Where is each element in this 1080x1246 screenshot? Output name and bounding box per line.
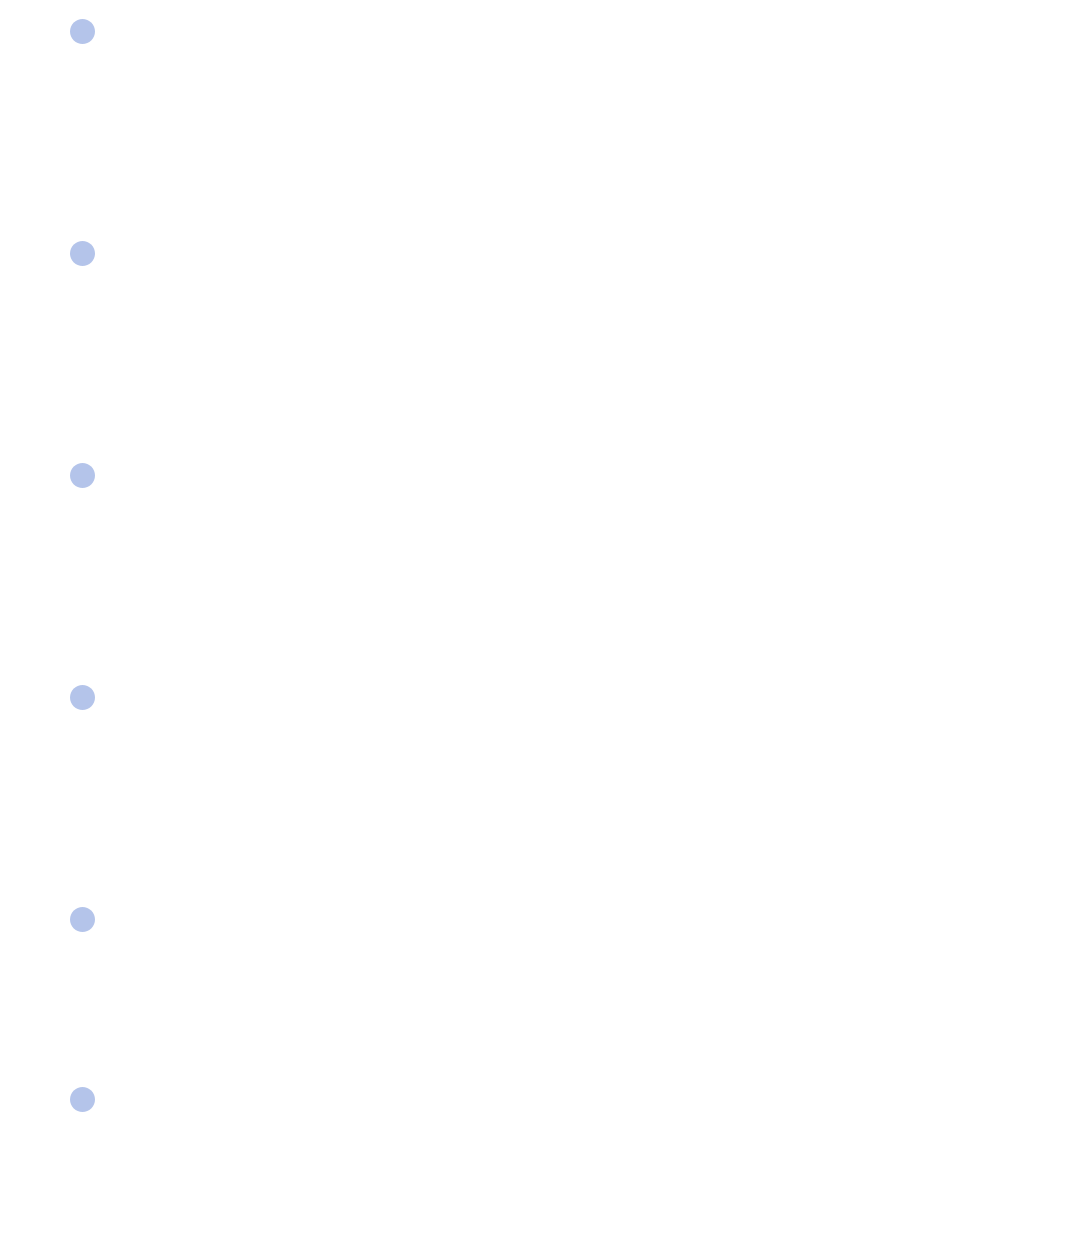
list-item	[0, 889, 1080, 949]
list-item	[0, 667, 1080, 727]
list-item	[0, 1069, 1080, 1129]
circle-bullet-icon	[70, 19, 95, 44]
list-item	[0, 223, 1080, 283]
circle-bullet-icon	[70, 463, 95, 488]
circle-bullet-icon	[70, 685, 95, 710]
circle-bullet-icon	[70, 907, 95, 932]
circle-bullet-icon	[70, 241, 95, 266]
list-item	[0, 445, 1080, 505]
circle-bullet-icon	[70, 1087, 95, 1112]
list-item	[0, 1, 1080, 61]
